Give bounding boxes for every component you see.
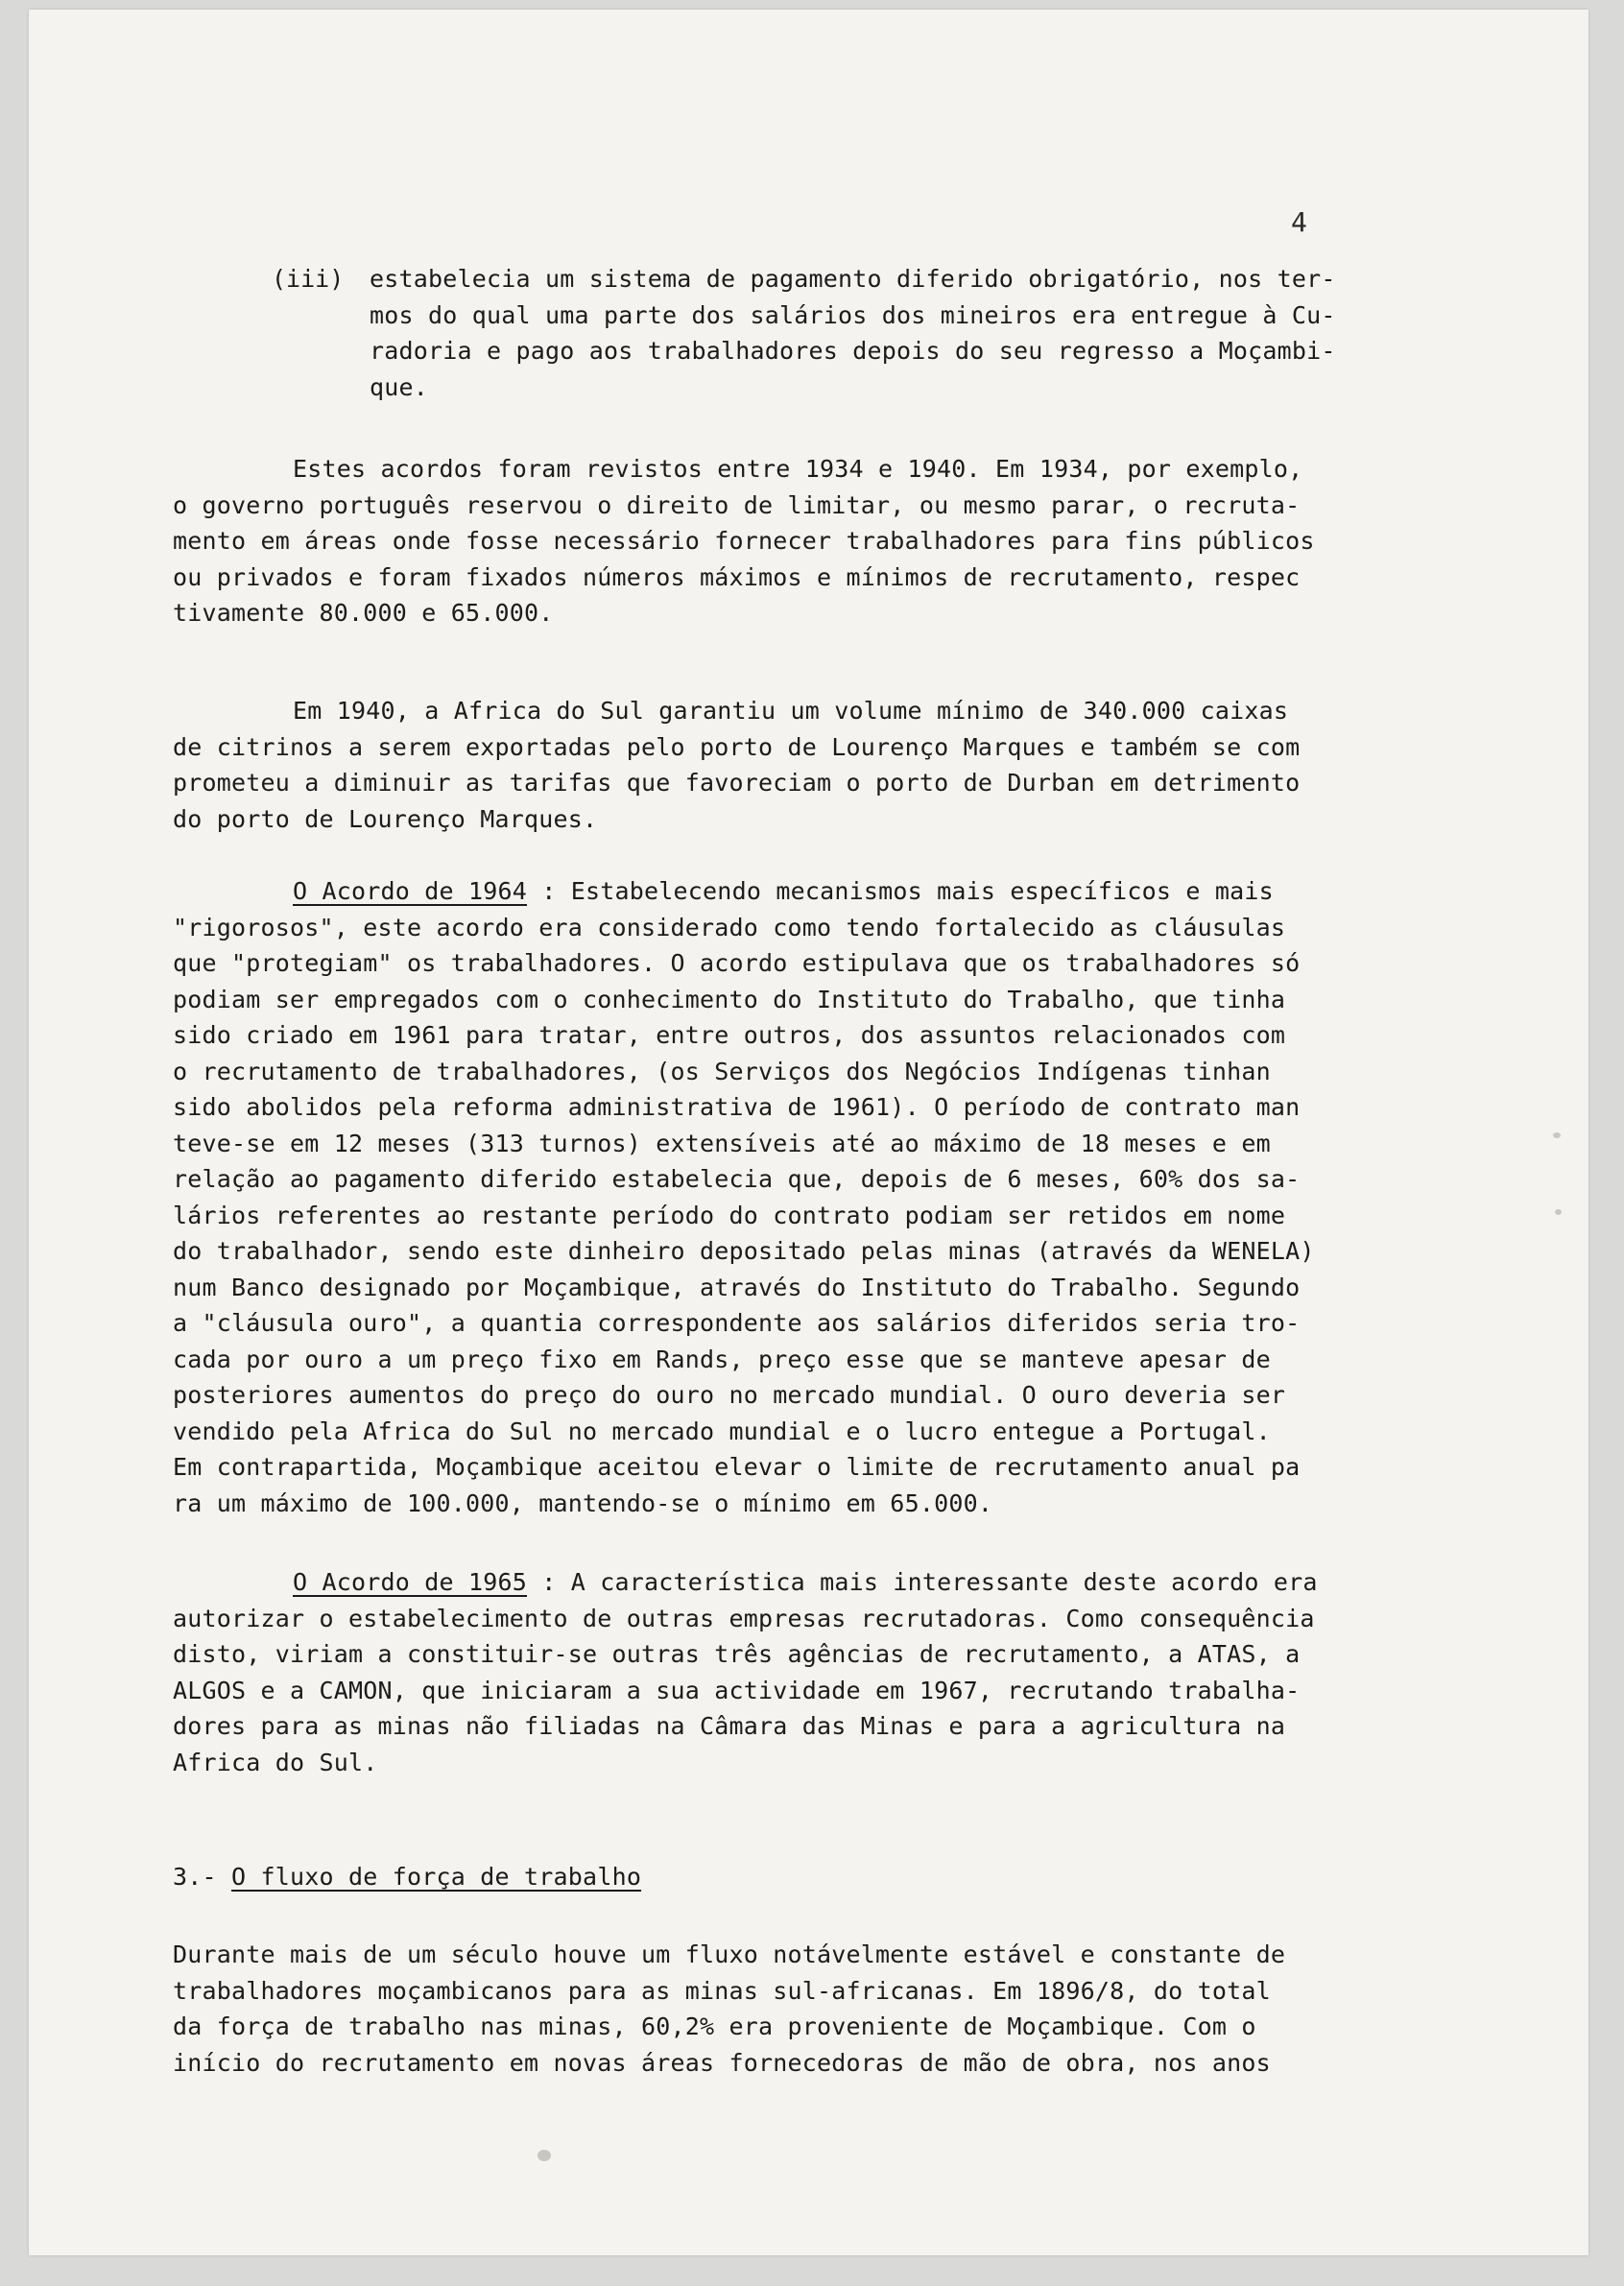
list-item-iii-text — [370, 261, 1336, 405]
text-line: Africa do Sul. — [173, 1748, 378, 1776]
text-line: do trabalhador, sendo este dinheiro depositado pelas minas (através da WENELA) — [173, 1237, 1315, 1265]
page-number: 4 — [1291, 206, 1307, 238]
paper-speck — [537, 2150, 551, 2161]
text-line: vendido pela Africa do Sul no mercado mundial e o lucro entegue a Portugal. — [173, 1417, 1271, 1445]
text-line: o recrutamento de trabalhadores, (os Serviços dos Negócios Indígenas tinhan — [173, 1057, 1271, 1085]
text-line: início do recrutamento em novas áreas fornecedoras de mão de obra, nos anos — [173, 2048, 1271, 2077]
document-page — [29, 10, 1588, 2255]
text-line: prometeu a diminuir as tarifas que favoreciam o porto de Durban em detrimento — [173, 769, 1301, 797]
text-line: trabalhadores moçambicanos para as minas sul-africanas. Em 1896/8, do total — [173, 1976, 1271, 2005]
paragraph-acordo-1964 — [173, 873, 1315, 1521]
text-line: da força de trabalho nas minas, 60,2% era proveniente de Moçambique. Com o — [173, 2012, 1256, 2040]
paper-speck — [1555, 1209, 1562, 1215]
text-line: radoria e pago aos trabalhadores depois do seu regresso a Moçambi- — [370, 337, 1336, 365]
text-line: teve-se em 12 meses (313 turnos) extensíveis até ao máximo de 18 meses e em — [173, 1129, 1271, 1157]
section-title: O fluxo de força de trabalho — [231, 1863, 642, 1891]
text-line: que. — [370, 372, 429, 401]
paragraph-revision — [173, 451, 1315, 631]
text-line: tivamente 80.000 e 65.000. — [173, 599, 554, 627]
text-line: Em contrapartida, Moçambique aceitou elevar o limite de recrutamento anual pa — [173, 1453, 1301, 1481]
list-item-marker: (iii) — [272, 265, 345, 293]
text-line: mento em áreas onde fosse necessário fornecer trabalhadores para fins públicos — [173, 527, 1315, 555]
section-3-heading — [173, 1859, 641, 1895]
text-line: podiam ser empregados com o conhecimento do Instituto do Trabalho, que tinha — [173, 985, 1286, 1013]
text-line: sido abolidos pela reforma administrativa de 1961). O período de contrato man — [173, 1093, 1301, 1121]
paragraph-section-3 — [173, 1937, 1285, 2081]
text-fragment: : Estabelecendo mecanismos mais específicos e mais — [541, 877, 1274, 905]
text-line: Estes acordos foram revistos entre 1934 e 1940. Em 1934, por exemplo, — [293, 455, 1303, 483]
text-line: do porto de Lourenço Marques. — [173, 804, 598, 833]
text-line: lários referentes ao restante período do contrato podiam ser retidos em nome — [173, 1201, 1286, 1229]
text-line: dores para as minas não filiadas na Câmara das Minas e para a agricultura na — [173, 1712, 1286, 1740]
text-fragment: : A característica mais interessante deste acordo era — [541, 1568, 1318, 1596]
section-heading-1964: O Acordo de 1964 — [293, 877, 528, 905]
text-line — [173, 1859, 641, 1895]
text-line: num Banco designado por Moçambique, através do Instituto do Trabalho. Segundo — [173, 1273, 1301, 1301]
text-line: a "cláusula ouro", a quantia correspondente aos salários diferidos seria tro- — [173, 1309, 1301, 1337]
text-line: ra um máximo de 100.000, mantendo-se o mínimo em 65.000. — [173, 1488, 993, 1517]
text-line — [173, 873, 1315, 910]
text-line: que "protegiam" os trabalhadores. O acordo estipulava que os trabalhadores só — [173, 949, 1301, 977]
text-line: estabelecia um sistema de pagamento diferido obrigatório, nos ter- — [370, 265, 1336, 293]
text-line: Em 1940, a Africa do Sul garantiu um volume mínimo de 340.000 caixas — [293, 697, 1289, 725]
text-line — [173, 1564, 1318, 1601]
section-heading-1965: O Acordo de 1965 — [293, 1568, 528, 1596]
text-line: Durante mais de um século houve um fluxo notávelmente estável e constante de — [173, 1941, 1286, 1968]
text-line: o governo português reservou o direito de limitar, ou mesmo parar, o recruta- — [173, 490, 1301, 519]
text-line: de citrinos a serem exportadas pelo porto de Lourenço Marques e também se com — [173, 732, 1301, 761]
text-line: disto, viriam a constituir-se outras três agências de recrutamento, a ATAS, a — [173, 1640, 1301, 1668]
text-line: mos do qual uma parte dos salários dos mineiros era entregue à Cu- — [370, 300, 1336, 329]
text-line: "rigorosos", este acordo era considerado como tendo fortalecido as cláusulas — [173, 913, 1286, 941]
section-number: 3.- — [173, 1863, 217, 1891]
text-line: ALGOS e a CAMON, que iniciaram a sua actividade em 1967, recrutando trabalha- — [173, 1676, 1301, 1704]
text-line: ou privados e foram fixados números máximos e mínimos de recrutamento, respec — [173, 562, 1301, 591]
paragraph-acordo-1965 — [173, 1564, 1318, 1780]
text-line: relação ao pagamento diferido estabelecia que, depois de 6 meses, 60% dos sa- — [173, 1165, 1301, 1193]
paper-speck — [1553, 1132, 1561, 1138]
text-line: posteriores aumentos do preço do ouro no mercado mundial. O ouro deveria ser — [173, 1381, 1286, 1409]
paragraph-1940 — [173, 693, 1300, 837]
text-line: cada por ouro a um preço fixo em Rands, preço esse que se manteve apesar de — [173, 1345, 1271, 1373]
text-line: autorizar o estabelecimento de outras empresas recrutadoras. Como consequência — [173, 1604, 1315, 1632]
text-line: sido criado em 1961 para tratar, entre outros, dos assuntos relacionados com — [173, 1021, 1286, 1049]
